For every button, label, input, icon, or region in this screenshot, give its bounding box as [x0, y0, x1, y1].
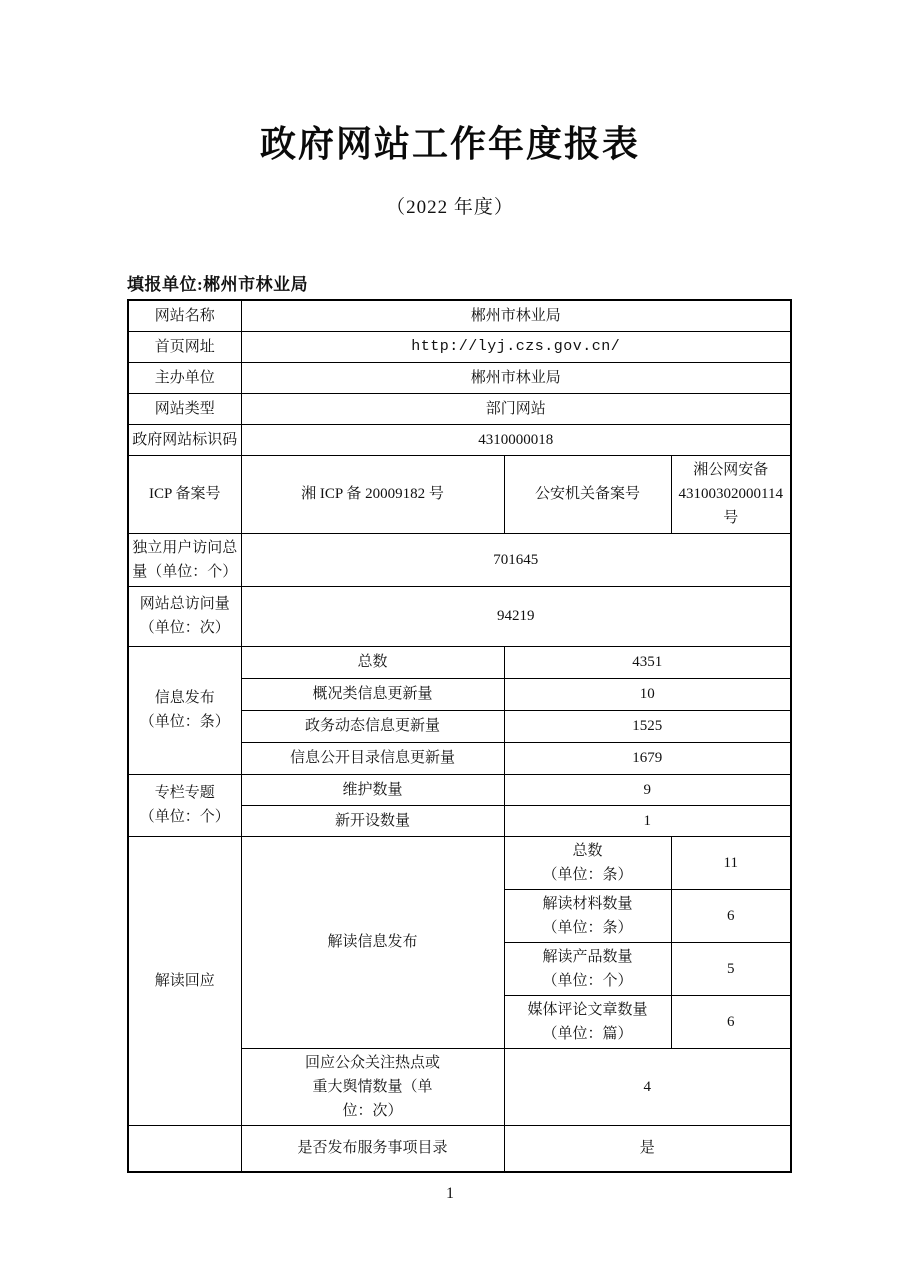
special-columns-label [128, 774, 241, 836]
site-id-value: 4310000018 [241, 424, 791, 455]
media-comment-title: 媒体评论文章数量 [527, 1001, 648, 1018]
page-number: 1 [446, 1185, 454, 1202]
page-title: 政府网站工作年度报表 [259, 123, 640, 164]
info-release-label [128, 646, 241, 774]
interpretation-label: 解读回应 [128, 836, 241, 1125]
interp-material-unit: （单位：条） [542, 919, 633, 936]
special-columns-title: 专栏专题 [154, 785, 215, 801]
info-overview-value: 10 [504, 678, 791, 710]
organizer-value: 郴州市林业局 [241, 362, 791, 393]
info-dynamic-label: 政务动态信息更新量 [241, 710, 504, 742]
info-total-value: 4351 [504, 646, 791, 678]
site-id-label: 政府网站标识码 [128, 424, 241, 455]
service-directory-label: 是否发布服务事项目录 [241, 1125, 504, 1172]
hotspot-label [241, 1048, 504, 1125]
icp-value: 湘 ICP 备 20009182 号 [241, 455, 504, 533]
media-comment-unit: （单位：篇） [542, 1025, 633, 1042]
interpretation-release-label: 解读信息发布 [241, 836, 504, 1048]
filing-unit-label: 填报单位:郴州市林业局 [127, 275, 309, 294]
interp-total-label [504, 836, 671, 889]
new-count-label: 新开设数量 [241, 805, 504, 836]
home-url-value: http://lyj.czs.gov.cn/ [241, 331, 791, 362]
info-directory-label: 信息公开目录信息更新量 [241, 742, 504, 774]
table-row [128, 586, 791, 646]
table-row [128, 646, 791, 678]
table-row [128, 300, 791, 331]
report-table [127, 299, 792, 1173]
site-name-label: 网站名称 [128, 300, 241, 331]
info-directory-value: 1679 [504, 742, 791, 774]
unique-visitors-value: 701645 [241, 533, 791, 586]
new-count-value: 1 [504, 805, 791, 836]
table-row [128, 533, 791, 586]
info-overview-label: 概况类信息更新量 [241, 678, 504, 710]
hotspot-value: 4 [504, 1048, 791, 1125]
report-year-subtitle: （2022 年度） [386, 197, 514, 218]
table-row [128, 362, 791, 393]
service-directory-value: 是 [504, 1125, 791, 1172]
hotspot-label-text: 回应公众关注热点或重大舆情数量（单位：次） [304, 1054, 440, 1119]
home-url-label: 首页网址 [128, 331, 241, 362]
table-row [128, 1125, 791, 1172]
table-row [128, 455, 791, 533]
interp-product-title: 解读产品数量 [542, 948, 633, 965]
table-row [128, 774, 791, 805]
icp-label: ICP 备案号 [128, 455, 241, 533]
total-visits-label: 网站总访问量（单位：次） [128, 586, 241, 646]
total-visits-value: 94219 [241, 586, 791, 646]
interp-total-value: 11 [671, 836, 791, 889]
site-type-value: 部门网站 [241, 393, 791, 424]
interp-material-label [504, 889, 671, 942]
info-total-label: 总数 [241, 646, 504, 678]
table-row [128, 331, 791, 362]
info-release-unit: （单位：条） [139, 714, 230, 730]
site-name-value: 郴州市林业局 [241, 300, 791, 331]
media-comment-label [504, 995, 671, 1048]
media-comment-value: 6 [671, 995, 791, 1048]
info-dynamic-value: 1525 [504, 710, 791, 742]
police-filing-value: 湘公网安备 43100302000114 号 [671, 455, 791, 533]
info-release-title: 信息发布 [154, 690, 215, 706]
organizer-label: 主办单位 [128, 362, 241, 393]
empty-cell [128, 1125, 241, 1172]
interp-total-unit: （单位：条） [542, 866, 633, 883]
interp-product-unit: （单位：个） [542, 972, 633, 989]
interp-material-value: 6 [671, 889, 791, 942]
interp-product-value: 5 [671, 942, 791, 995]
police-filing-label: 公安机关备案号 [504, 455, 671, 533]
table-row [128, 424, 791, 455]
interp-product-label [504, 942, 671, 995]
maintained-count-label: 维护数量 [241, 774, 504, 805]
special-columns-unit: （单位：个） [139, 809, 230, 825]
table-row [128, 393, 791, 424]
maintained-count-value: 9 [504, 774, 791, 805]
table-row [128, 836, 791, 889]
unique-visitors-label: 独立用户访问总量（单位：个） [128, 533, 241, 586]
site-type-label: 网站类型 [128, 393, 241, 424]
interp-total-title: 总数 [572, 842, 603, 859]
interp-material-title: 解读材料数量 [542, 895, 633, 912]
